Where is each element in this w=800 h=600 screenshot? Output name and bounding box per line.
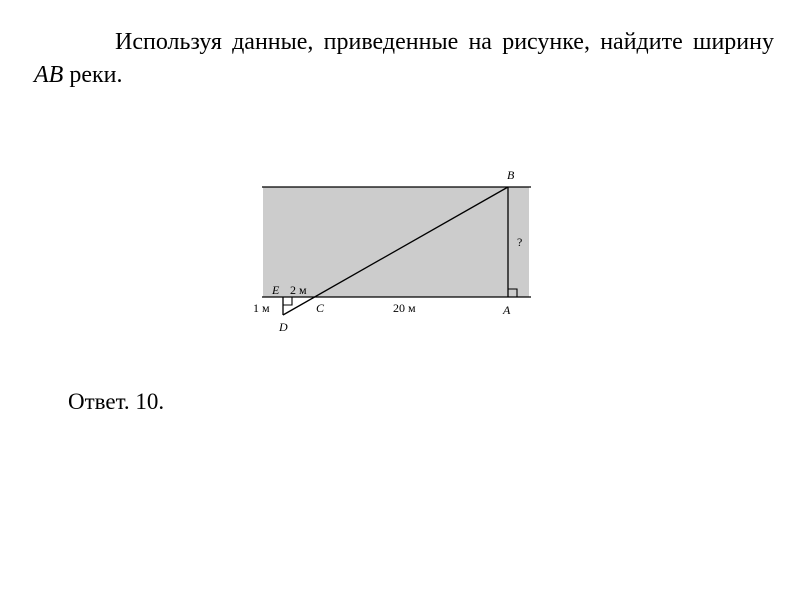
point-b-label: B [507,168,515,182]
length-ec-label: 2 м [290,283,307,297]
length-de-label: 1 м [253,301,270,315]
segment-ab-label: AB [34,62,64,88]
point-a-label: A [503,303,511,317]
problem-text-start: Используя данные, приведенные на рисунке, найдите ширину [115,29,774,55]
point-d-label: D [279,320,288,334]
river-area [263,187,529,297]
length-ca-label: 20 м [393,301,416,315]
point-c-label: C [316,301,325,315]
point-e-label: E [272,283,280,297]
problem-text-end: реки. [63,62,123,88]
right-angle-e [283,297,292,305]
unknown-ab-label: ? [517,235,523,249]
answer-text: Ответ. 10. [68,389,165,414]
